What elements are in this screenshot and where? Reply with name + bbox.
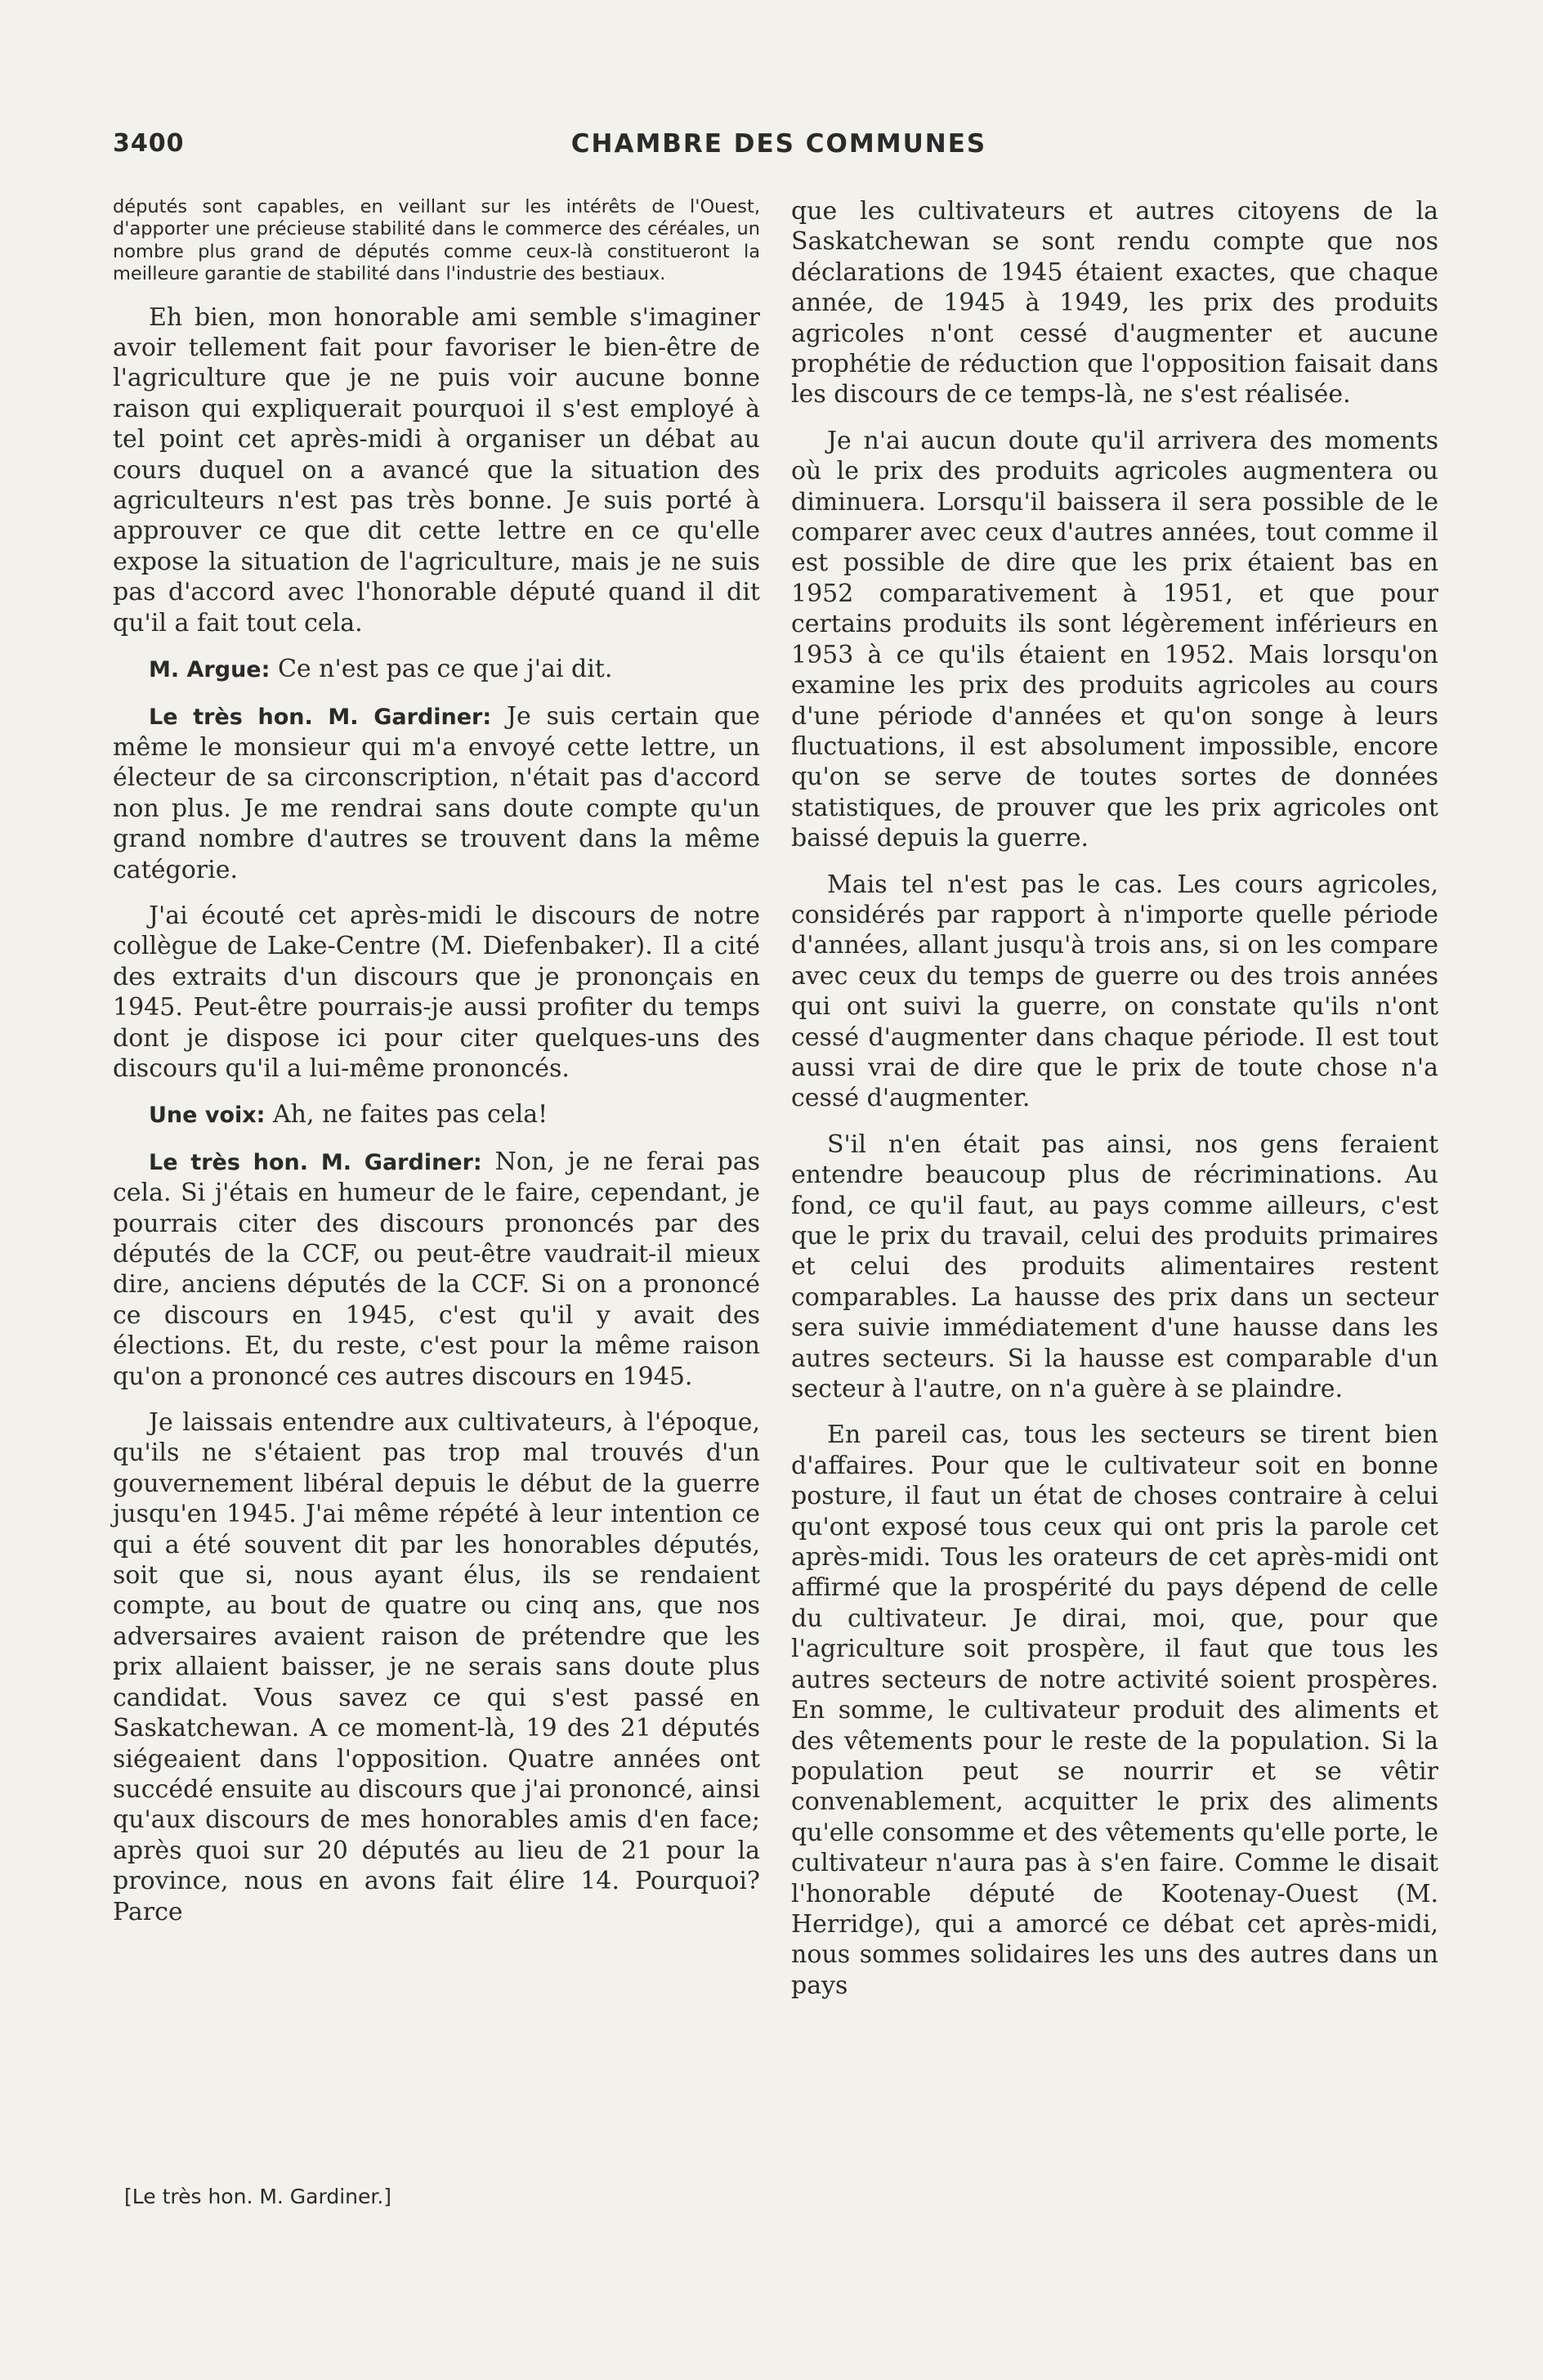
speaker-name: Une voix: [149, 1103, 266, 1129]
paragraph: que les cultivateurs et autres citoyens de la Saskatchewan se sont rendu compte que nos déclarations de 1945 étaient exactes, que chaque année, de 1945 à 1949, les prix des produits agricoles n'ont cessé d'augmenter et aucune prophétie de réduction que l'opposition faisait dans les discours de ce temps-là, ne s'est réalisée. [791, 197, 1438, 409]
page-number: 3400 [113, 129, 185, 158]
speaker-attribution-footer: [Le très hon. M. Gardiner.] [124, 2185, 392, 2208]
speech-text: Non, je ne ferai pas cela. Si j'étais en humeur de le faire, cependant, je pourrais citer des discours prononcés par des députés de la CCF, ou peut-être vaudrait-il mieux dire, anciens députés de la CCF. Si on a prononcé ce discours en 1945, c'est qu'il y avait des élections. Et, du reste, c'est pour la même raison qu'on a prononcé ces autres discours en 1945. [113, 1147, 760, 1391]
speaker-name: M. Argue: [149, 657, 271, 683]
speech-text: Ah, ne faites pas cela! [265, 1100, 548, 1130]
right-column [791, 196, 1438, 2016]
paragraph: S'il n'en était pas ainsi, nos gens feraient entendre beaucoup plus de récriminations. Au fond, ce qu'il faut, au pays comme ailleurs, c'est que le prix du travail, celui des produits primaires et celui des produits alimentaires restent comparables. La hausse des prix dans un secteur sera suivie immédiatement d'une hausse dans les autres secteurs. Si la hausse est comparable d'un secteur à l'autre, on n'a guère à se plaindre. [791, 1130, 1438, 1404]
running-head: CHAMBRE DES COMMUNES [570, 129, 987, 159]
speaker-name: Le très hon. M. Gardiner: [149, 704, 492, 730]
paragraph: Mais tel n'est pas le cas. Les cours agricoles, considérés par rapport à n'importe quelle période d'années, allant jusqu'à trois ans, si on les compare avec ceux du temps de guerre ou des trois années qui ont suivi la guerre, on constate qu'ils n'ont cessé d'augmenter dans chaque période. Il est tout aussi vrai de dire que le prix de toute chose n'a cessé d'augmenter. [791, 870, 1438, 1113]
paragraph: députés sont capables, en veillant sur les intérêts de l'Ouest, d'apporter une précieuse stabilité dans le commerce des céréales, un nombre plus grand de députés comme ceux-là constitueront la meilleure garantie de stabilité dans l'industrie des bestiaux. [113, 196, 760, 285]
speech-paragraph [113, 701, 760, 885]
speech-text: Ce n'est pas ce que j'ai dit. [270, 655, 613, 684]
paragraph: Eh bien, mon honorable ami semble s'imaginer avoir tellement fait pour favoriser le bien-être de l'agriculture que je ne puis voir aucune bonne raison qui expliquerait pourquoi il s'est employé à tel point cet après-midi à organiser un débat au cours duquel on a avancé que la situation des agriculteurs n'est pas très bonne. Je suis porté à approuver ce que dit cette lettre en ce qu'elle expose la situation de l'agriculture, mais je ne suis pas d'accord avec l'honorable député quand il dit qu'il a fait tout cela. [113, 302, 760, 638]
page-header [113, 129, 1445, 172]
speech-paragraph [113, 1147, 760, 1392]
speech-paragraph [113, 654, 760, 685]
paragraph: En pareil cas, tous les secteurs se tirent bien d'affaires. Pour que le cultivateur soit en bonne posture, il faut un état de choses contraire à celui qu'ont exposé tous ceux qui ont pris la parole cet après-midi. Tous les orateurs de cet après-midi ont affirmé que la prospérité du pays dépend de celle du cultivateur. Je dirai, moi, que, pour que l'agriculture soit prospère, il faut que tous les autres secteurs de notre activité soient prospères. En somme, le cultivateur produit des aliments et des vêtements pour le reste de la population. Si la population peut se nourrir et se vêtir convenablement, acquitter le prix des aliments qu'elle consomme et des vêtements qu'elle porte, le cultivateur n'aura pas à s'en faire. Comme le disait l'honorable député de Kootenay-Ouest (M. Herridge), qui a amorcé ce débat cet après-midi, nous sommes solidaires les uns des autres dans un pays [791, 1420, 1438, 2000]
paragraph: Je n'ai aucun doute qu'il arrivera des moments où le prix des produits agricoles augmentera ou diminuera. Lorsqu'il baissera il sera possible de le comparer avec ceux d'autres années, tout comme il est possible de dire que les prix étaient bas en 1952 comparativement à 1951, et que pour certains produits ils sont légèrement inférieurs en 1953 à ce qu'ils étaient en 1952. Mais lorsqu'on examine les prix des produits agricoles au cours d'une période d'années et qu'on songe à leurs fluctuations, il est absolument impossible, encore qu'on se serve de toutes sortes de données statistiques, de prouver que les prix agricoles ont baissé depuis la guerre. [791, 426, 1438, 853]
speaker-name: Le très hon. M. Gardiner: [149, 1149, 482, 1175]
speech-paragraph [113, 1099, 760, 1130]
speech-text: Je suis certain que même le monsieur qui m'a envoyé cette lettre, un électeur de sa circonscription, n'était pas d'accord non plus. Je me rendrai sans doute compte qu'un grand nombre d'autres se trouvent dans la même catégorie. [113, 701, 760, 884]
paragraph: J'ai écouté cet après-midi le discours de notre collègue de Lake-Centre (M. Diefenbaker). Il a cité des extraits d'un discours que je prononçais en 1945. Peut-être pourrais-je aussi profiter du temps dont je dispose ici pour citer quelques-uns des discours qu'il a lui-même prononcés. [113, 901, 760, 1083]
left-column [113, 196, 760, 1943]
paragraph: Je laissais entendre aux cultivateurs, à l'époque, qu'ils ne s'étaient pas trop mal trouvés d'un gouvernement libéral depuis le début de la guerre jusqu'en 1945. J'ai même répété à leur intention ce qui a été souvent dit par les honorables députés, soit que si, nous ayant élus, ils se rendaient compte, au bout de quatre ou cinq ans, que nos adversaires avaient raison de prétendre que les prix allaient baisser, je ne serais sans doute plus candidat. Vous savez ce qui s'est passé en Saskatchewan. A ce moment-là, 19 des 21 députés siégeaient dans l'opposition. Quatre années ont succédé ensuite au discours que j'ai prononcé, ainsi qu'aux discours de mes honorables amis d'en face; après quoi sur 20 députés au lieu de 21 pour la province, nous en avons fait élire 14. Pourquoi? Parce [113, 1408, 760, 1926]
